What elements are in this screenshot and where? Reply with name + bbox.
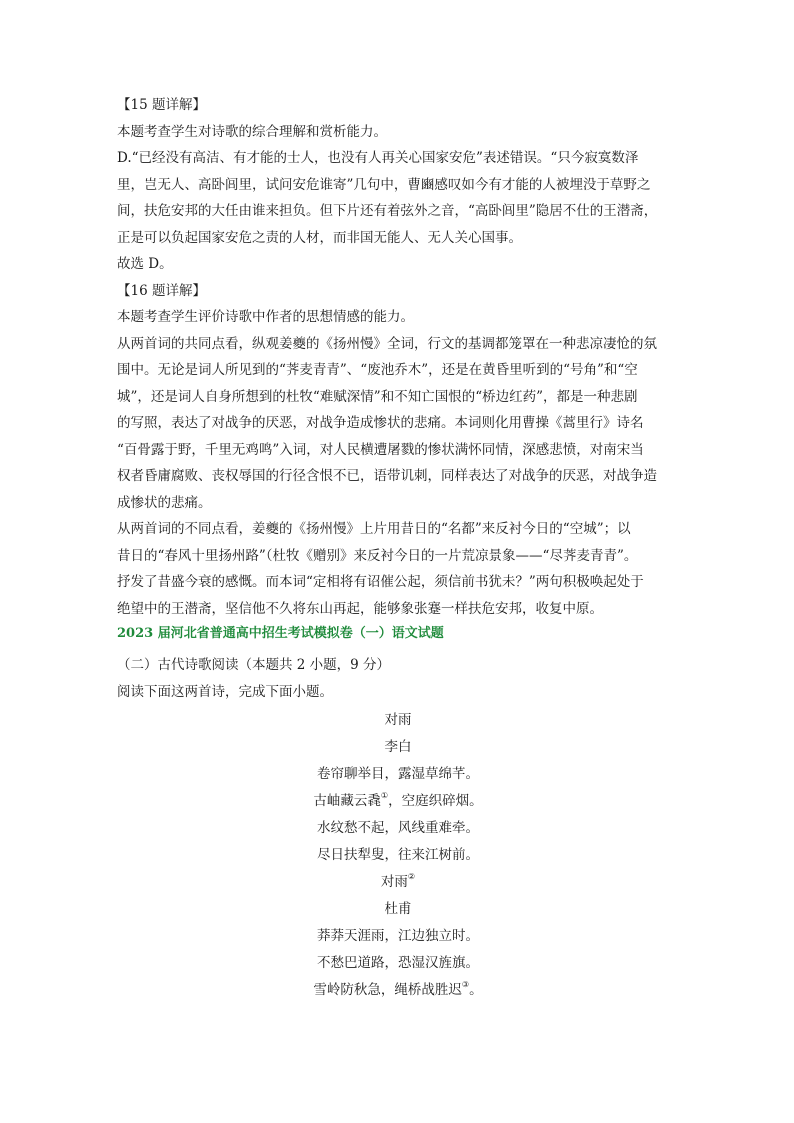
q16-line-4: 城”，还是词人自身所想到的杜牧“难赋深情”和不知亡国恨的“桥边红药”，都是一种悲剧 xyxy=(117,388,638,405)
q15-line-2: D.“已经没有高洁、有才能的士人，也没有人再关心国家安危”表述错误。“只今寂寞数泽 xyxy=(117,150,639,166)
poem-1-line-4: 尽日扶犁叟，往来江树前。 xyxy=(317,847,479,863)
q15-line-3: 里，岂无人、高卧闾里，试问安危谁寄”几句中，曹豳感叹如今有才能的人被埋没于草野之 xyxy=(117,176,651,193)
poem-1-line-3: 水纹愁不起，风线重难牵。 xyxy=(317,820,479,836)
q16-line-1: 本题考查学生评价诗歌中作者的思想情感的能力。 xyxy=(117,309,414,325)
poem-1-line-2-a: 古岫藏云毳 xyxy=(313,793,381,809)
poem-2-title xyxy=(117,869,679,896)
exam-title: 2023 届河北省普通高中招生考试模拟卷（一）语文试题 xyxy=(117,626,444,641)
q16-line-11: 抒发了昔盛今衰的感慨。而本词“定相将有诏催公起，须信前书犹未？”两句积极唤起处于 xyxy=(117,574,644,590)
poem-2-line-3 xyxy=(117,977,679,1004)
poem-2-line-3-b: 。 xyxy=(469,982,483,998)
footnote-mark-2: ② xyxy=(407,871,416,881)
q16-line-7: 权者昏庸腐败、丧权辱国的行径含恨不已，语带讥刺，同样表达了对战争的厌恶，对战争造 xyxy=(117,468,657,484)
q15-line-1: 本题考查学生对诗歌的综合理解和赏析能力。 xyxy=(117,123,387,140)
poem-2-title-text: 对雨 xyxy=(380,874,408,890)
poem-1 xyxy=(117,707,679,869)
footnote-mark-1: ① xyxy=(380,790,389,800)
poem-2-line-2: 不愁巴道路，恐湿汉旌旗。 xyxy=(317,955,479,971)
q15-line-4: 间，扶危安邦的大任由谁来担负。但下片还有着弦外之音，“高卧闾里”隐居不仕的王潜斋， xyxy=(117,203,658,219)
poem-2-line-3-a: 雪岭防秋急，绳桥战胜迟 xyxy=(313,982,462,998)
q15-header: 【15 题详解】 xyxy=(117,97,206,113)
section-heading: （二）古代诗歌阅读（本题共 2 小题，9 分） xyxy=(117,657,391,673)
q16-line-6: “百骨露于野，千里无鸡鸣”入词，对人民横遭屠戮的惨状满怀同情，深感悲愤，对南宋当 xyxy=(117,441,644,458)
q16-line-3: 围中。无论是词人所见到的“荠麦青青”、“废池乔木”，还是在黄昏里听到的“号角”和“空 xyxy=(117,362,638,378)
poem-1-line-2 xyxy=(117,788,679,815)
poem-1-line-1: 卷帘聊举目，露湿草绵芊。 xyxy=(317,766,479,782)
q15-answer: 故选 D。 xyxy=(117,256,173,272)
q16-line-8: 成惨状的悲痛。 xyxy=(117,494,212,511)
q16-line-2: 从两首词的共同点看，纵观姜夔的《扬州慢》全词，行文的基调都笼罩在一种悲凉凄怆的氛 xyxy=(117,335,657,352)
poem-2-author: 杜甫 xyxy=(384,901,412,917)
q16-header: 【16 题详解】 xyxy=(117,282,206,299)
q16-line-9: 从两首词的不同点看，姜夔的《扬州慢》上片用昔日的“名都”来反衬今日的“空城”；以 xyxy=(117,521,631,537)
q16-line-12: 绝望中的王潜斋，坚信他不久将东山再起，能够象张蹇一样扶危安邦，收复中原。 xyxy=(117,600,603,617)
poem-1-title: 对雨 xyxy=(384,712,412,728)
poem-2 xyxy=(117,869,679,1004)
poem-1-author: 李白 xyxy=(384,739,412,755)
footnote-mark-3: ③ xyxy=(461,979,470,989)
document-page xyxy=(117,92,679,1004)
poem-1-line-2-b: ，空庭织碎烟。 xyxy=(388,793,483,809)
poem-2-line-1: 莽莽天涯雨，江边独立时。 xyxy=(317,928,479,944)
section-instruction: 阅读下面这两首诗，完成下面小题。 xyxy=(117,683,333,700)
q15-line-5: 正是可以负起国家安危之责的人材，而非国无能人、无人关心国事。 xyxy=(117,229,522,246)
q16-line-10: 昔日的“春风十里扬州路”（杜牧《赠别》来反衬今日的一片荒凉景象——“尽荠麦青青”。 xyxy=(117,547,638,564)
q16-line-5: 的写照，表达了对战争的厌恶，对战争造成惨状的悲痛。本词则化用曹操《蒿里行》诗名 xyxy=(117,415,644,431)
